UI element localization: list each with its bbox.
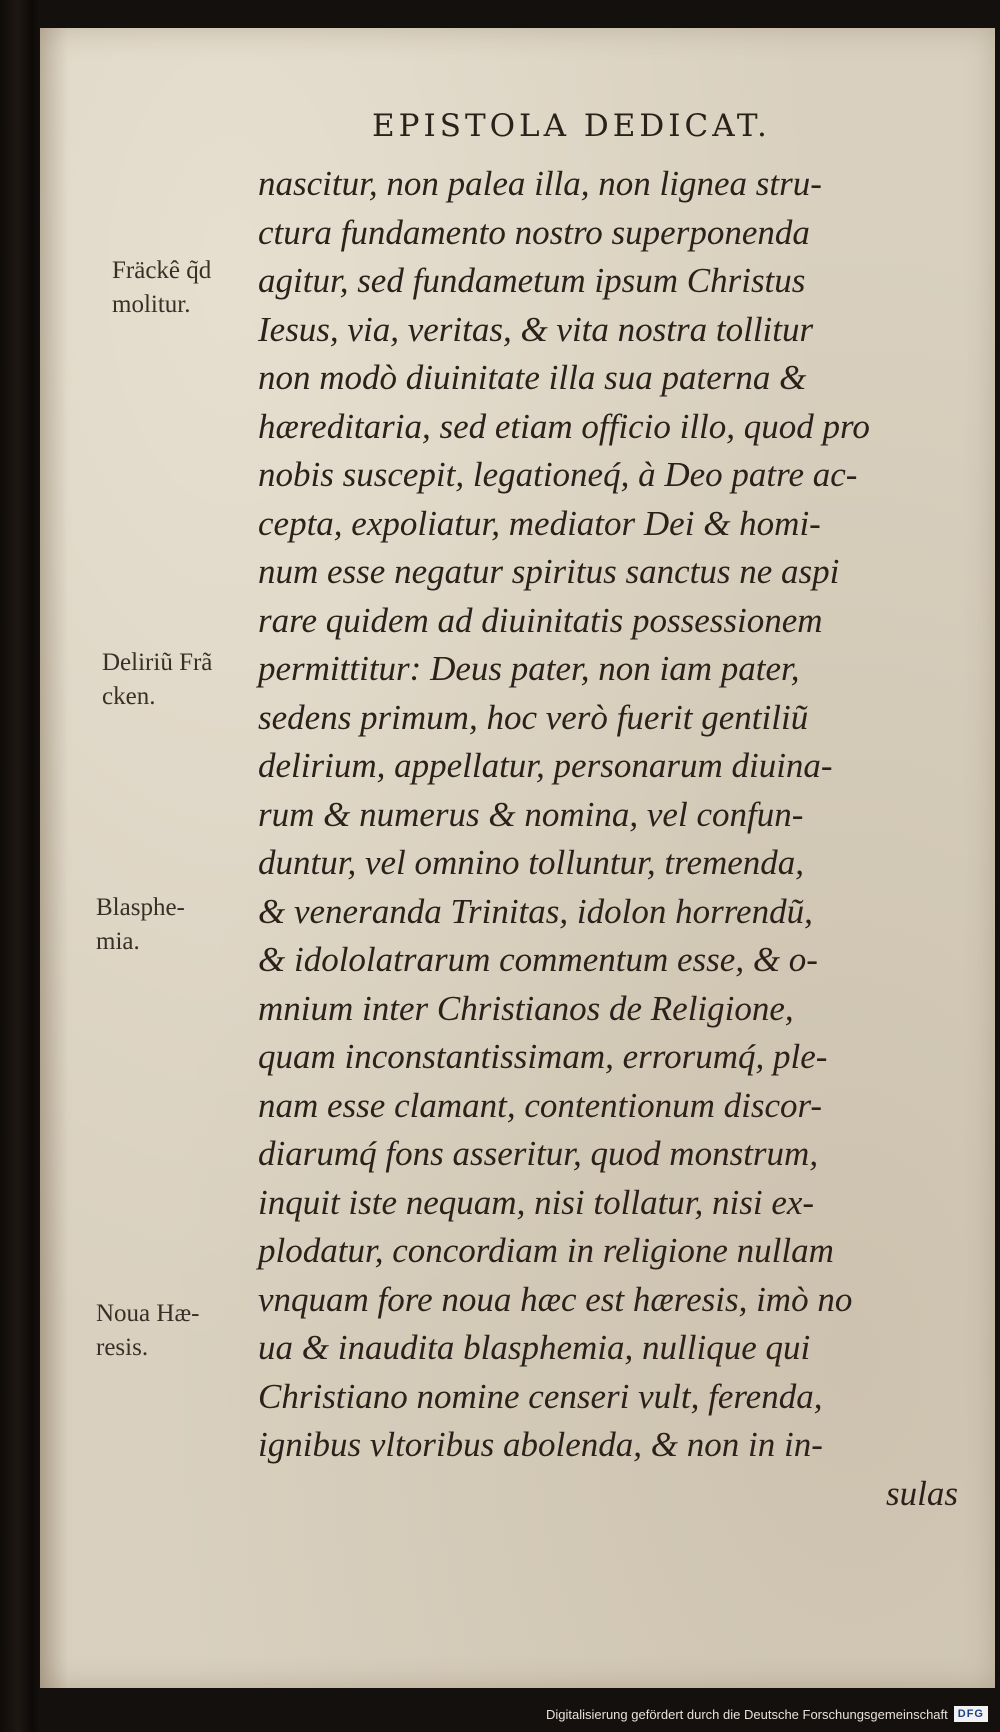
text-line: inquit iste nequam, nisi tollatur, nisi ex- (258, 1182, 815, 1222)
marginal-note-text: Deliriũ Frã cken. (102, 649, 213, 710)
marginal-note-text: Fräckê q̃d molitur. (112, 257, 212, 318)
text-line: sulas (886, 1473, 958, 1513)
text-line: agitur, sed fundametum ipsum Christus (258, 261, 806, 300)
marginal-note-text: Noua Hæ- resis. (96, 1300, 200, 1361)
text-line: ignibus vltoribus abolenda, & non in in- (258, 1425, 823, 1464)
marginal-note (112, 254, 211, 322)
text-line: num esse negatur spiritus sanctus ne aspi (258, 552, 840, 591)
text-line: permittitur: Deus pater, non iam pater, (258, 649, 800, 688)
text-line: nascitur, non palea illa, non lignea stru- (258, 164, 822, 203)
text-line: rare quidem ad diuinitatis possessionem (258, 600, 823, 640)
text-line: cepta, expoliatur, mediator Dei & homi- (258, 503, 821, 543)
text-line: rum & numerus & nomina, vel confun- (258, 794, 804, 834)
marginal-note (102, 646, 212, 714)
text-line: & idololatrarum commentum esse, & o- (258, 940, 818, 979)
text-line: vnquam fore noua hæc est hæresis, imò no (258, 1279, 853, 1319)
text-line: Christiano nomine censeri vult, ferenda, (258, 1376, 823, 1416)
text-line: ctura fundamento nostro superponenda (258, 212, 810, 252)
text-line: mnium inter Christianos de Religione, (258, 988, 794, 1028)
text-line: non modò diuinitate illa sua paterna & (258, 358, 807, 397)
text-line: nobis suscepit, legationeq́, à Deo patre ac- (258, 455, 858, 494)
text-line: diarumq́ fons asseritur, quod monstrum, (258, 1134, 819, 1173)
dfg-logo: DFG (954, 1706, 988, 1722)
text-line: plodatur, concordiam in religione nullam (258, 1231, 834, 1270)
running-head: EPISTOLA DEDICAT. (372, 108, 771, 144)
marginal-note (96, 1297, 199, 1365)
text-line: quam inconstantissimam, errorumq́, ple- (258, 1037, 828, 1076)
text-line: hæreditaria, sed etiam officio illo, quod pro (258, 406, 870, 446)
credit-text: Digitalisierung gefördert durch die Deutsche Forschungsgemeinschaft (545, 1706, 948, 1722)
text-line: & veneranda Trinitas, idolon horrendũ, (258, 891, 813, 931)
text-line: Iesus, via, veritas, & vita nostra tollitur (258, 309, 814, 349)
marginal-note (96, 891, 185, 959)
text-line: nam esse clamant, contentionum discor- (258, 1085, 823, 1125)
marginal-note-text: Blasphe- mia. (96, 894, 185, 955)
text-line: duntur, vel omnino tolluntur, tremenda, (258, 843, 805, 882)
body-text (258, 160, 958, 1518)
digitization-credit (546, 1704, 988, 1724)
text-line: delirium, appellatur, personarum diuina- (258, 746, 833, 785)
text-line: sedens primum, hoc verò fuerit gentiliũ (258, 697, 809, 737)
text-line: ua & inaudita blasphemia, nullique qui (258, 1328, 811, 1367)
